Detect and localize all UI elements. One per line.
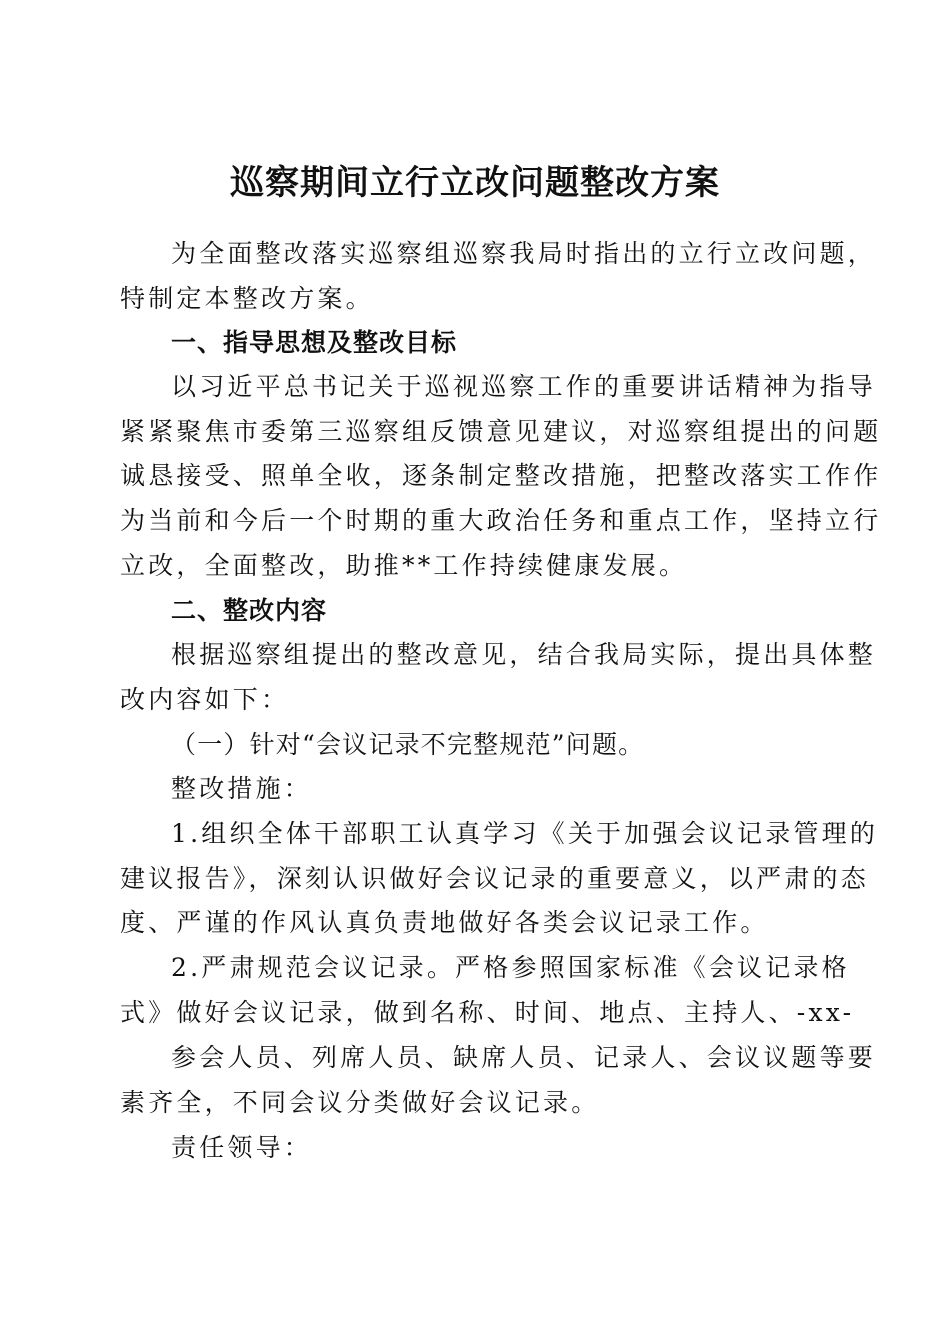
section-1-line-1: 以习近平总书记关于巡视巡察工作的重要讲话精神为指导 [171, 372, 877, 401]
section-1-line-3: 诚恳接受、照单全收，逐条制定整改措施，把整改落实工作作 [120, 461, 882, 490]
section-2-line-2: 改内容如下： [120, 685, 290, 714]
subsection-heading: （一）针对“会议记录不完整规范”问题。 [171, 730, 645, 759]
measure-2-line-2: 式》做好会议记录，做到名称、时间、地点、主持人、-xx- [120, 998, 855, 1027]
section-1-line-2: 紧紧聚焦市委第三巡察组反馈意见建议，对巡察组提出的问题 [120, 417, 882, 446]
measure-1-line-2: 建议报告》，深刻认识做好会议记录的重要意义，以严肃的态 [120, 864, 869, 893]
section-1-heading: 一、指导思想及整改目标 [171, 328, 458, 357]
measure-2-line-4: 素齐全，不同会议分类做好会议记录。 [120, 1088, 600, 1117]
intro-line-1: 为全面整改落实巡察组巡察我局时指出的立行立改问题， [171, 239, 877, 268]
measures-label: 整改措施： [171, 774, 313, 803]
responsible-label: 责任领导： [171, 1133, 313, 1162]
document-title: 巡察期间立行立改问题整改方案 [230, 162, 720, 203]
measure-2-line-1: 2.严肃规范会议记录。严格参照国家标准《会议记录格 [171, 953, 850, 982]
measure-1-line-1: 1.组织全体干部职工认真学习《关于加强会议记录管理的 [171, 819, 879, 848]
section-2-line-1: 根据巡察组提出的整改意见，结合我局实际，提出具体整 [171, 640, 877, 669]
section-2-heading: 二、整改内容 [171, 596, 328, 625]
measure-1-line-3: 度、严谨的作风认真负责地做好各类会议记录工作。 [120, 908, 769, 937]
section-1-line-4: 为当前和今后一个时期的重大政治任务和重点工作，坚持立行 [120, 506, 882, 535]
measure-2-line-3: 参会人员、列席人员、缺席人员、记录人、会议议题等要 [171, 1043, 877, 1072]
intro-line-2: 特制定本整改方案。 [120, 284, 374, 313]
section-1-line-5: 立改，全面整改，助推**工作持续健康发展。 [120, 551, 688, 580]
